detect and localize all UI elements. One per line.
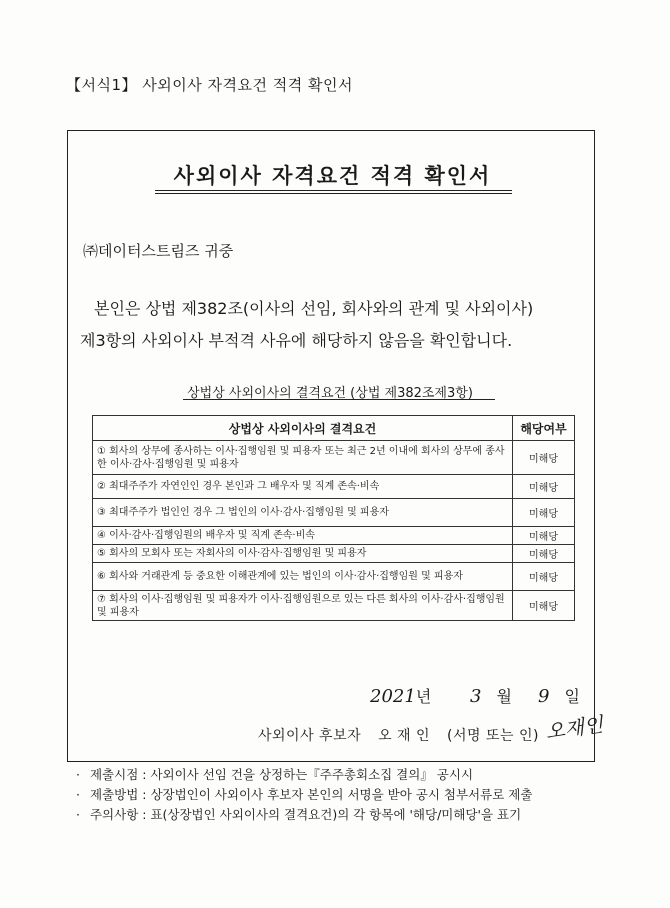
table-row: [93, 527, 575, 545]
signer-line: [258, 725, 539, 745]
signer-role: 사외이사 후보자: [258, 728, 362, 744]
requirement-cell: ⑤ 회사의 모회사 또는 자회사의 이사·감사·집행임원 및 피용자: [93, 545, 513, 563]
status-cell: 미해당: [513, 545, 575, 563]
date-year-unit: 년: [415, 687, 432, 706]
note-item: [76, 765, 532, 785]
date-year-value: 2021: [370, 686, 416, 707]
requirement-cell: ⑦ 회사의 이사·집행임원 및 피용자가 이사·집행임원으로 있는 다른 회사의 이사·감사·집행임원 및 피용자: [93, 591, 513, 621]
requirement-cell: ② 최대주주가 자연인인 경우 본인과 그 배우자 및 직계 존속·비속: [93, 475, 513, 499]
table-row: [93, 441, 575, 475]
status-cell: 미해당: [513, 475, 575, 499]
title-underline: [155, 190, 512, 191]
note-text: 제출시점 : 사외이사 선임 건을 상정하는『주주총회소집 결의』 공시시: [89, 767, 474, 782]
disqualification-table: [92, 415, 575, 621]
form-label: 【서식1】 사외이사 자격요건 적격 확인서: [66, 76, 353, 94]
title-underline-second: [155, 193, 512, 194]
requirement-cell: ⑥ 회사와 거래관계 등 중요한 이해관계에 있는 법인의 이사·감사·집행임원 및 피용자: [93, 563, 513, 591]
status-cell: 미해당: [513, 499, 575, 527]
note-item: [76, 785, 532, 805]
sign-note: (서명 또는 인): [447, 728, 539, 744]
confirmation-statement: 본인은 상법 제382조(이사의 선임, 회사와의 관계 및 사외이사)제3항의 사외이사 부적격 사유에 해당하지 않음을 확인합니다.: [80, 299, 534, 350]
note-text: 제출방법 : 상장법인이 사외이사 후보자 본인의 서명을 받아 공시 첨부서류로 제출: [89, 787, 533, 802]
table-caption: 상법상 사외이사의 결격요건 (상법 제382조제3항): [187, 386, 473, 401]
table-row: [93, 499, 575, 527]
table-row: [93, 475, 575, 499]
date-month: [470, 684, 512, 707]
date-day-unit: 일: [564, 687, 581, 706]
status-cell: 미해당: [513, 527, 575, 545]
bullet-icon: ·: [76, 767, 80, 782]
status-cell: 미해당: [513, 441, 575, 475]
note-text: 주의사항 : 표(상장법인 사외이사의 결격요건)의 각 항목에 '해당/미해당'을 표기: [89, 807, 522, 822]
table-row: [93, 591, 575, 621]
bullet-icon: ·: [76, 807, 80, 822]
note-item: [76, 805, 532, 825]
requirement-cell: ④ 이사·감사·집행임원의 배우자 및 직계 존속·비속: [93, 527, 513, 545]
requirement-cell: ① 회사의 상무에 종사하는 이사·집행임원 및 피용자 또는 최근 2년 이내에 회사의 상무에 종사한 이사·감사·집행임원 및 피용자: [93, 441, 513, 475]
table-row: [93, 563, 575, 591]
notes-list: [76, 765, 532, 825]
table-row: [93, 545, 575, 563]
table-header-row: [93, 416, 575, 441]
date-year: [370, 684, 431, 707]
addressee: ㈜데이터스트림즈 귀중: [83, 242, 234, 260]
bullet-icon: ·: [76, 787, 80, 802]
header-requirement: 상법상 사외이사의 결격요건: [93, 416, 513, 441]
date-month-value: 3: [470, 686, 482, 707]
date-month-unit: 월: [496, 687, 513, 706]
caption-underline: [183, 399, 495, 400]
date-day-value: 9: [538, 686, 550, 707]
status-cell: 미해당: [513, 591, 575, 621]
date-day: [538, 684, 580, 707]
requirement-cell: ③ 최대주주가 법인인 경우 그 법인의 이사·감사·집행임원 및 피용자: [93, 499, 513, 527]
header-status: 해당여부: [513, 416, 575, 441]
status-cell: 미해당: [513, 563, 575, 591]
signer-name: 오 재 인: [378, 728, 431, 744]
handwritten-signature: 오재인: [543, 712, 605, 744]
document-title: 사외이사 자격요건 적격 확인서: [173, 164, 492, 188]
